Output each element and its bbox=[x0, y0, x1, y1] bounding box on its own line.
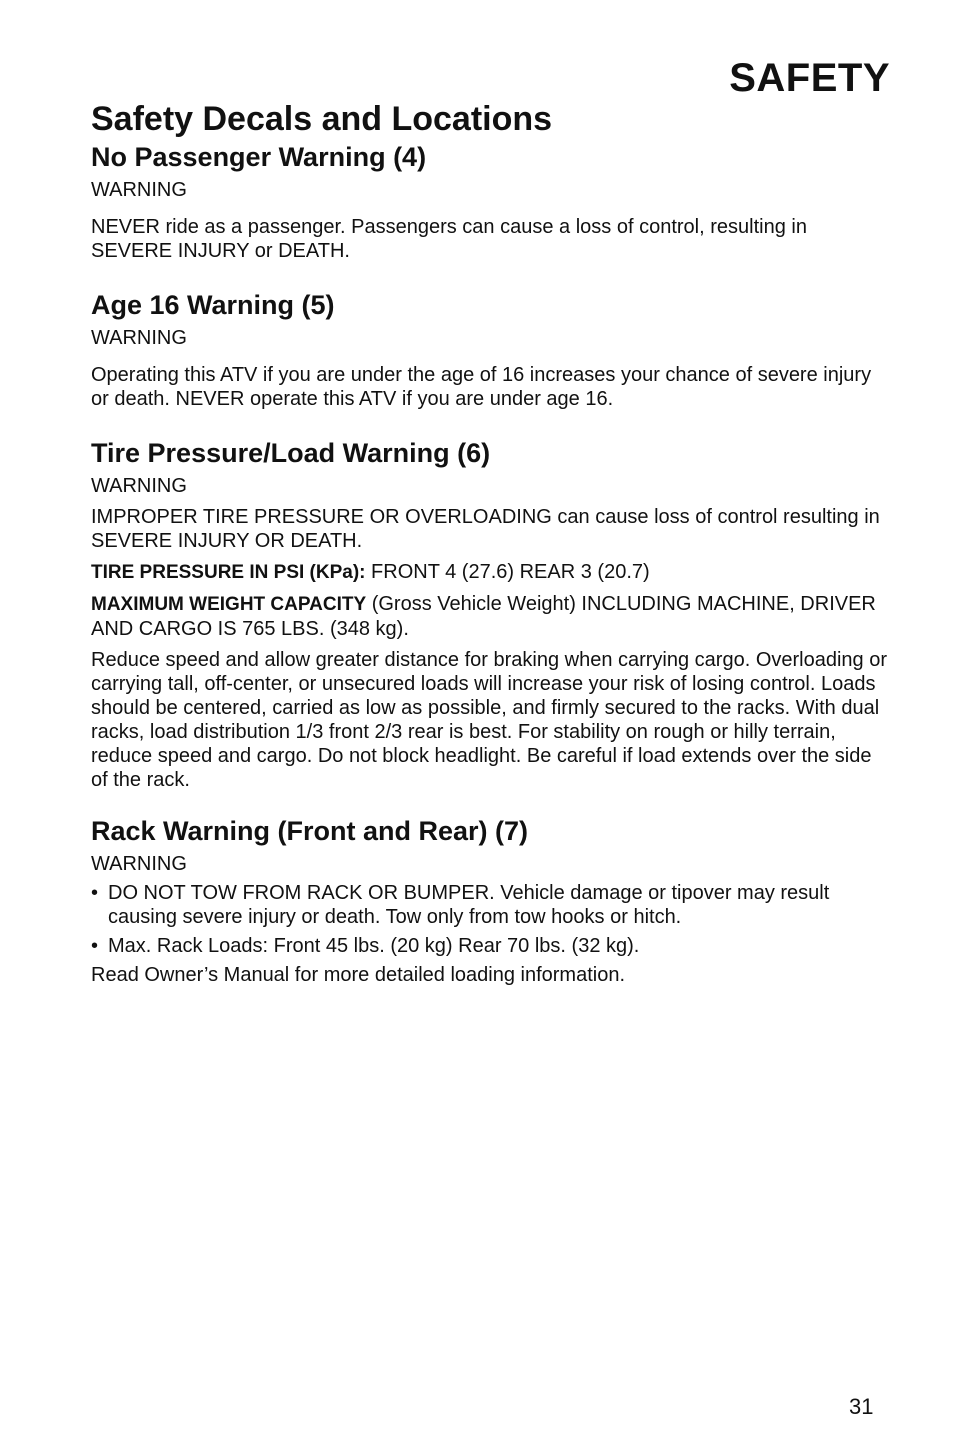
bullet-text: DO NOT TOW FROM RACK OR BUMPER. Vehicle damage or tipover may result causing severe injury or death. Tow only from tow hooks or hitch. bbox=[108, 882, 830, 928]
section-title: Rack Warning (Front and Rear) (7) bbox=[91, 816, 529, 846]
warning-label: WARNING bbox=[91, 327, 187, 349]
section-title: Age 16 Warning (5) bbox=[91, 290, 335, 320]
list-item bbox=[91, 881, 891, 929]
tire-pressure-line bbox=[91, 560, 891, 585]
section-tire-pressure-load bbox=[91, 436, 891, 792]
section-title: No Passenger Warning (4) bbox=[91, 142, 427, 172]
warning-text: Operating this ATV if you are under the age of 16 increases your chance of severe injury or death. NEVER operate this ATV if you are under age 16. bbox=[91, 364, 872, 410]
warning-label: WARNING bbox=[91, 179, 187, 201]
bullet-text: Max. Rack Loads: Front 45 lbs. (20 kg) Rear 70 lbs. (32 kg). bbox=[108, 935, 640, 957]
max-weight-label: MAXIMUM WEIGHT CAPACITY bbox=[91, 594, 367, 615]
bullet-icon: • bbox=[91, 935, 99, 957]
page-header: SAFETY bbox=[729, 56, 890, 100]
section-age-16 bbox=[91, 288, 891, 411]
section-rack-warning bbox=[91, 814, 891, 987]
page-number: 31 bbox=[849, 1394, 874, 1419]
warning-text: IMPROPER TIRE PRESSURE OR OVERLOADING can cause loss of control resulting in SEVERE INJURY OR DEATH. bbox=[91, 506, 880, 552]
list-item bbox=[91, 934, 891, 958]
tire-pressure-label: TIRE PRESSURE IN PSI (KPa): bbox=[91, 562, 366, 583]
bullet-icon: • bbox=[91, 882, 99, 904]
section-no-passenger bbox=[91, 140, 891, 263]
cargo-text: Reduce speed and allow greater distance for braking when carrying cargo. Overloading or carrying tall, off-center, or unsecured loads will increase your risk of losing control. Loads should be centered, carried as low as possible, and firmly secured to the racks. With dual racks, load distribution 1/3 front 2/3 rear is best. For stability on rough or hilly terrain, reduce speed and cargo. Do not block headlight. Be careful if load extends over the side of the rack. bbox=[91, 649, 888, 791]
tire-pressure-value: FRONT 4 (27.6) REAR 3 (20.7) bbox=[365, 561, 650, 583]
footer-text: Read Owner’s Manual for more detailed loading information. bbox=[91, 964, 625, 986]
warning-text: NEVER ride as a passenger. Passengers can cause a loss of control, resulting in SEVERE INJURY or DEATH. bbox=[91, 216, 807, 262]
max-weight-value: (Gross Vehicle Weight) INCLUDING MACHINE, DRIVER AND CARGO IS 765 LBS. (348 kg). bbox=[91, 593, 876, 640]
warning-label: WARNING bbox=[91, 475, 187, 497]
bullet-list bbox=[91, 881, 891, 958]
main-title: Safety Decals and Locations bbox=[91, 100, 553, 138]
warning-label: WARNING bbox=[91, 853, 187, 875]
max-weight-line bbox=[91, 592, 891, 641]
page-content bbox=[91, 98, 891, 987]
section-title: Tire Pressure/Load Warning (6) bbox=[91, 438, 491, 468]
